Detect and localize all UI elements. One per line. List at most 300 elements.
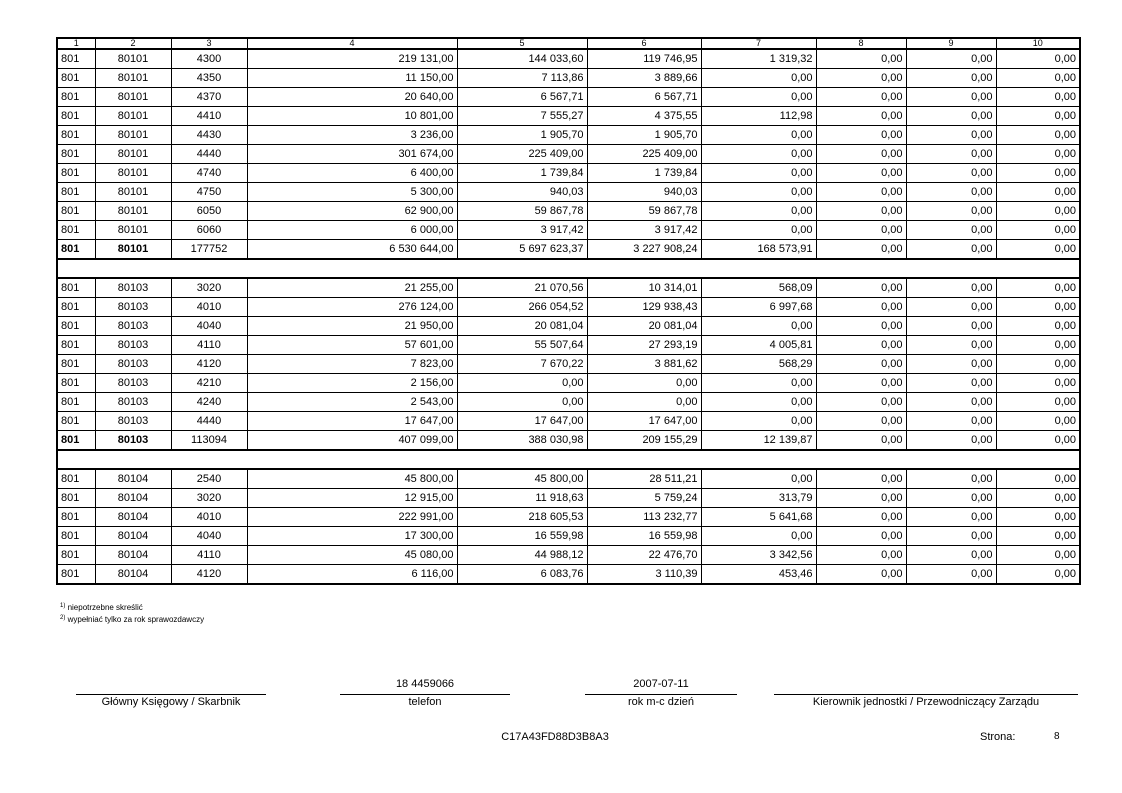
table-cell: 0,00	[816, 355, 906, 374]
table-cell: 4040	[171, 317, 247, 336]
table-cell: 4010	[171, 508, 247, 527]
column-number-header: 7	[701, 38, 816, 49]
table-cell: 0,00	[996, 565, 1080, 585]
table-cell: 0,00	[816, 317, 906, 336]
table-cell: 57 601,00	[247, 336, 457, 355]
table-cell: 80104	[95, 565, 171, 585]
table-cell: 0,00	[906, 412, 996, 431]
date-caption: rok m-c dzień	[627, 696, 695, 708]
table-cell: 80103	[95, 336, 171, 355]
table-row	[57, 393, 1080, 412]
group-separator	[57, 259, 1080, 278]
table-cell: 4440	[171, 145, 247, 164]
column-number-header: 4	[247, 38, 457, 49]
table-cell: 6 997,68	[701, 298, 816, 317]
table-cell: 219 131,00	[247, 49, 457, 69]
table-row	[57, 469, 1080, 489]
table-row	[57, 49, 1080, 69]
table-cell: 301 674,00	[247, 145, 457, 164]
table-cell: 0,00	[701, 412, 816, 431]
table-cell: 3 342,56	[701, 546, 816, 565]
table-row	[57, 298, 1080, 317]
table-cell: 6 000,00	[247, 221, 457, 240]
summary-cell: 0,00	[816, 431, 906, 451]
table-cell: 0,00	[906, 317, 996, 336]
table-cell: 80101	[95, 88, 171, 107]
table-row	[57, 489, 1080, 508]
table-cell: 4040	[171, 527, 247, 546]
table-cell: 129 938,43	[587, 298, 701, 317]
table-cell: 0,00	[996, 202, 1080, 221]
page-label: Strona:	[980, 731, 1016, 743]
table-cell: 0,00	[816, 393, 906, 412]
table-cell: 801	[57, 221, 95, 240]
table-cell: 80103	[95, 393, 171, 412]
summary-cell: 0,00	[996, 240, 1080, 260]
phone-caption: telefon	[408, 696, 442, 708]
table-cell: 801	[57, 355, 95, 374]
table-cell: 17 647,00	[457, 412, 587, 431]
table-cell: 0,00	[996, 183, 1080, 202]
table-cell: 0,00	[996, 489, 1080, 508]
table-cell: 5 641,68	[701, 508, 816, 527]
table-cell: 0,00	[457, 393, 587, 412]
table-cell: 7 113,86	[457, 69, 587, 88]
table-cell: 0,00	[701, 202, 816, 221]
signature-phone	[340, 677, 510, 709]
summary-cell: 177752	[171, 240, 247, 260]
table-cell: 59 867,78	[587, 202, 701, 221]
phone-value: 18 4459066	[395, 678, 455, 690]
table-cell: 4440	[171, 412, 247, 431]
table-cell: 4 005,81	[701, 336, 816, 355]
table-cell: 4110	[171, 546, 247, 565]
table-cell: 0,00	[701, 69, 816, 88]
table-cell: 0,00	[701, 145, 816, 164]
table-cell: 801	[57, 49, 95, 69]
table-cell: 4300	[171, 49, 247, 69]
table-cell: 17 647,00	[247, 412, 457, 431]
table-cell: 0,00	[701, 393, 816, 412]
table-cell: 568,09	[701, 278, 816, 298]
table-cell: 0,00	[906, 565, 996, 585]
table-cell: 20 640,00	[247, 88, 457, 107]
table-cell: 801	[57, 107, 95, 126]
table-row	[57, 546, 1080, 565]
table-cell: 0,00	[816, 336, 906, 355]
table-cell: 80103	[95, 412, 171, 431]
table-cell: 801	[57, 126, 95, 145]
table-cell: 0,00	[816, 221, 906, 240]
summary-cell: 407 099,00	[247, 431, 457, 451]
table-cell: 801	[57, 374, 95, 393]
table-cell: 80103	[95, 374, 171, 393]
table-cell: 0,00	[996, 145, 1080, 164]
table-cell: 0,00	[906, 164, 996, 183]
table-cell: 0,00	[816, 202, 906, 221]
table-cell: 5 759,24	[587, 489, 701, 508]
table-cell: 0,00	[816, 183, 906, 202]
summary-cell: 0,00	[906, 240, 996, 260]
table-cell: 144 033,60	[457, 49, 587, 69]
summary-cell: 0,00	[906, 431, 996, 451]
table-cell: 0,00	[996, 164, 1080, 183]
table-cell: 0,00	[906, 489, 996, 508]
table-cell: 801	[57, 469, 95, 489]
table-cell: 2540	[171, 469, 247, 489]
table-row	[57, 126, 1080, 145]
table-cell: 80101	[95, 145, 171, 164]
table-cell: 0,00	[906, 374, 996, 393]
table-cell: 80103	[95, 278, 171, 298]
table-row	[57, 202, 1080, 221]
table-cell: 11 918,63	[457, 489, 587, 508]
summary-cell: 801	[57, 431, 95, 451]
table-cell: 22 476,70	[587, 546, 701, 565]
table-cell: 0,00	[816, 469, 906, 489]
table-cell: 16 559,98	[587, 527, 701, 546]
table-cell: 0,00	[996, 393, 1080, 412]
table-cell: 80101	[95, 107, 171, 126]
table-cell: 801	[57, 88, 95, 107]
table-cell: 568,29	[701, 355, 816, 374]
summary-cell: 168 573,91	[701, 240, 816, 260]
summary-cell: 3 227 908,24	[587, 240, 701, 260]
table-cell: 0,00	[906, 546, 996, 565]
table-cell: 3 917,42	[587, 221, 701, 240]
table-cell: 0,00	[906, 107, 996, 126]
table-cell: 801	[57, 69, 95, 88]
table-row	[57, 69, 1080, 88]
table-cell: 0,00	[996, 107, 1080, 126]
table-cell: 1 319,32	[701, 49, 816, 69]
table-cell: 0,00	[996, 278, 1080, 298]
table-cell: 0,00	[906, 69, 996, 88]
table-cell: 0,00	[701, 221, 816, 240]
table-cell: 16 559,98	[457, 527, 587, 546]
table-row	[57, 336, 1080, 355]
table-cell: 0,00	[701, 126, 816, 145]
table-cell: 0,00	[906, 49, 996, 69]
column-number-header: 10	[996, 38, 1080, 49]
table-cell: 80103	[95, 355, 171, 374]
table-cell: 12 915,00	[247, 489, 457, 508]
table-cell: 112,98	[701, 107, 816, 126]
table-cell: 80103	[95, 317, 171, 336]
table-cell: 0,00	[996, 49, 1080, 69]
table-cell: 80103	[95, 298, 171, 317]
table-cell: 3 889,66	[587, 69, 701, 88]
document-control-code: C17A43FD88D3B8A3	[501, 731, 609, 743]
table-cell: 0,00	[816, 298, 906, 317]
table-cell: 6060	[171, 221, 247, 240]
table-cell: 0,00	[816, 412, 906, 431]
summary-row	[57, 431, 1080, 451]
table-row	[57, 374, 1080, 393]
summary-cell: 113094	[171, 431, 247, 451]
table-cell: 0,00	[906, 202, 996, 221]
table-row	[57, 565, 1080, 585]
table-cell: 313,79	[701, 489, 816, 508]
table-cell: 4740	[171, 164, 247, 183]
table-cell: 6 567,71	[587, 88, 701, 107]
table-cell: 0,00	[996, 317, 1080, 336]
table-cell: 4350	[171, 69, 247, 88]
table-cell: 801	[57, 565, 95, 585]
table-cell: 0,00	[996, 69, 1080, 88]
signature-value	[76, 677, 266, 691]
table-cell: 27 293,19	[587, 336, 701, 355]
table-cell: 0,00	[587, 393, 701, 412]
table-row	[57, 221, 1080, 240]
table-cell: 0,00	[701, 527, 816, 546]
signature-unit-head	[774, 677, 1078, 709]
table-cell: 225 409,00	[587, 145, 701, 164]
group-separator-row	[57, 259, 1080, 278]
footnote-mark: 1)	[60, 603, 66, 609]
table-cell: 801	[57, 145, 95, 164]
table-cell: 453,46	[701, 565, 816, 585]
table-cell: 4110	[171, 336, 247, 355]
table-cell: 801	[57, 278, 95, 298]
signature-caption: Kierownik jednostki / Przewodniczący Zarządu	[812, 696, 1040, 708]
table-cell: 0,00	[996, 355, 1080, 374]
table-body	[57, 49, 1080, 584]
summary-cell: 80103	[95, 431, 171, 451]
table-cell: 4010	[171, 298, 247, 317]
table-cell: 0,00	[816, 126, 906, 145]
table-cell: 7 670,22	[457, 355, 587, 374]
table-cell: 0,00	[457, 374, 587, 393]
table-cell: 0,00	[701, 469, 816, 489]
table-row	[57, 107, 1080, 126]
summary-cell: 209 155,29	[587, 431, 701, 451]
column-number-header-row	[57, 38, 1080, 49]
table-cell: 801	[57, 508, 95, 527]
table-cell: 4120	[171, 355, 247, 374]
table-cell: 0,00	[906, 355, 996, 374]
table-cell: 0,00	[906, 336, 996, 355]
table-cell: 80104	[95, 489, 171, 508]
table-cell: 0,00	[906, 145, 996, 164]
table-cell: 4370	[171, 88, 247, 107]
table-cell: 113 232,77	[587, 508, 701, 527]
table-cell: 80101	[95, 183, 171, 202]
table-cell: 3 110,39	[587, 565, 701, 585]
summary-cell: 801	[57, 240, 95, 260]
table-cell: 80104	[95, 527, 171, 546]
table-cell: 225 409,00	[457, 145, 587, 164]
table-cell: 801	[57, 298, 95, 317]
table-cell: 20 081,04	[457, 317, 587, 336]
table-cell: 2 543,00	[247, 393, 457, 412]
table-cell: 0,00	[996, 508, 1080, 527]
table-cell: 0,00	[996, 336, 1080, 355]
table-cell: 0,00	[816, 88, 906, 107]
table-cell: 80104	[95, 546, 171, 565]
summary-cell: 0,00	[996, 431, 1080, 451]
table-cell: 44 988,12	[457, 546, 587, 565]
table-cell: 80101	[95, 221, 171, 240]
table-cell: 0,00	[996, 298, 1080, 317]
table-cell: 0,00	[906, 469, 996, 489]
table-cell: 80101	[95, 126, 171, 145]
table-cell: 801	[57, 546, 95, 565]
table-cell: 4210	[171, 374, 247, 393]
footnote-text: wypełniać tylko za rok sprawozdawczy	[67, 615, 205, 624]
table-cell: 0,00	[906, 88, 996, 107]
column-number-header: 2	[95, 38, 171, 49]
table-cell: 266 054,52	[457, 298, 587, 317]
table-cell: 0,00	[996, 126, 1080, 145]
table-cell: 0,00	[996, 88, 1080, 107]
table-cell: 222 991,00	[247, 508, 457, 527]
table-row	[57, 355, 1080, 374]
table-cell: 80101	[95, 202, 171, 221]
table-cell: 3 917,42	[457, 221, 587, 240]
table-cell: 4 375,55	[587, 107, 701, 126]
table-cell: 940,03	[587, 183, 701, 202]
table-cell: 0,00	[996, 221, 1080, 240]
table-cell: 80104	[95, 508, 171, 527]
column-number-header: 1	[57, 38, 95, 49]
table-cell: 21 070,56	[457, 278, 587, 298]
summary-cell: 5 697 623,37	[457, 240, 587, 260]
table-cell: 0,00	[996, 527, 1080, 546]
table-cell: 0,00	[816, 508, 906, 527]
report-table	[56, 37, 1081, 585]
table-cell: 0,00	[816, 565, 906, 585]
table-cell: 1 905,70	[587, 126, 701, 145]
table-cell: 0,00	[816, 489, 906, 508]
table-cell: 801	[57, 489, 95, 508]
table-cell: 20 081,04	[587, 317, 701, 336]
table-cell: 0,00	[906, 126, 996, 145]
table-row	[57, 317, 1080, 336]
table-cell: 6 116,00	[247, 565, 457, 585]
table-cell: 0,00	[906, 278, 996, 298]
table-cell: 4410	[171, 107, 247, 126]
table-cell: 276 124,00	[247, 298, 457, 317]
table-cell: 940,03	[457, 183, 587, 202]
table-cell: 3 881,62	[587, 355, 701, 374]
table-row	[57, 88, 1080, 107]
table-cell: 0,00	[816, 546, 906, 565]
table-row	[57, 412, 1080, 431]
table-cell: 4430	[171, 126, 247, 145]
table-cell: 21 255,00	[247, 278, 457, 298]
table-cell: 17 647,00	[587, 412, 701, 431]
table-cell: 1 905,70	[457, 126, 587, 145]
table-row	[57, 508, 1080, 527]
summary-cell: 12 139,87	[701, 431, 816, 451]
table-cell: 0,00	[816, 49, 906, 69]
table-cell: 6 567,71	[457, 88, 587, 107]
table-cell: 45 800,00	[247, 469, 457, 489]
table-cell: 45 080,00	[247, 546, 457, 565]
table-cell: 6050	[171, 202, 247, 221]
table-cell: 2 156,00	[247, 374, 457, 393]
page-number: 8	[1054, 731, 1060, 742]
signature-caption: Główny Księgowy / Skarbnik	[101, 696, 241, 708]
table-cell: 11 150,00	[247, 69, 457, 88]
table-cell: 59 867,78	[457, 202, 587, 221]
table-cell: 7 823,00	[247, 355, 457, 374]
table-cell: 17 300,00	[247, 527, 457, 546]
column-number-header: 6	[587, 38, 701, 49]
table-cell: 80101	[95, 49, 171, 69]
table-cell: 55 507,64	[457, 336, 587, 355]
table-cell: 0,00	[816, 527, 906, 546]
table-row	[57, 527, 1080, 546]
table-row	[57, 183, 1080, 202]
table-cell: 3 236,00	[247, 126, 457, 145]
table-cell: 801	[57, 202, 95, 221]
table-cell: 1 739,84	[587, 164, 701, 183]
footnote-text: niepotrzebne skreślić	[67, 603, 143, 612]
footnote-2	[60, 615, 204, 624]
table-cell: 0,00	[906, 183, 996, 202]
table-cell: 4240	[171, 393, 247, 412]
table-cell: 0,00	[996, 412, 1080, 431]
footnote-mark: 2)	[60, 615, 66, 621]
table-cell: 5 300,00	[247, 183, 457, 202]
summary-cell: 80101	[95, 240, 171, 260]
table-cell: 0,00	[701, 317, 816, 336]
table-cell: 3020	[171, 278, 247, 298]
signature-value	[774, 677, 1078, 691]
table-cell: 80101	[95, 164, 171, 183]
table-cell: 0,00	[906, 508, 996, 527]
table-cell: 0,00	[587, 374, 701, 393]
table-cell: 801	[57, 317, 95, 336]
table-cell: 45 800,00	[457, 469, 587, 489]
table-cell: 0,00	[906, 527, 996, 546]
table-cell: 10 314,01	[587, 278, 701, 298]
table-cell: 0,00	[816, 69, 906, 88]
column-number-header: 5	[457, 38, 587, 49]
table-cell: 0,00	[816, 374, 906, 393]
table-cell: 0,00	[701, 164, 816, 183]
summary-row	[57, 240, 1080, 260]
table-cell: 3020	[171, 489, 247, 508]
table-cell: 10 801,00	[247, 107, 457, 126]
table-cell: 801	[57, 336, 95, 355]
summary-cell: 6 530 644,00	[247, 240, 457, 260]
table-cell: 0,00	[701, 374, 816, 393]
table-cell: 801	[57, 164, 95, 183]
table-cell: 0,00	[816, 145, 906, 164]
table-cell: 0,00	[906, 393, 996, 412]
table-cell: 0,00	[906, 221, 996, 240]
date-value: 2007-07-11	[633, 678, 689, 690]
table-cell: 0,00	[816, 107, 906, 126]
table-cell: 0,00	[996, 546, 1080, 565]
table-row	[57, 164, 1080, 183]
table-cell: 801	[57, 412, 95, 431]
table-cell: 119 746,95	[587, 49, 701, 69]
table-cell: 7 555,27	[457, 107, 587, 126]
column-number-header: 9	[906, 38, 996, 49]
table-row	[57, 278, 1080, 298]
table-row	[57, 145, 1080, 164]
table-cell: 80101	[95, 69, 171, 88]
summary-cell: 388 030,98	[457, 431, 587, 451]
table-cell: 801	[57, 183, 95, 202]
signature-chief-accountant	[76, 677, 266, 709]
table-cell: 6 400,00	[247, 164, 457, 183]
table-cell: 0,00	[701, 183, 816, 202]
